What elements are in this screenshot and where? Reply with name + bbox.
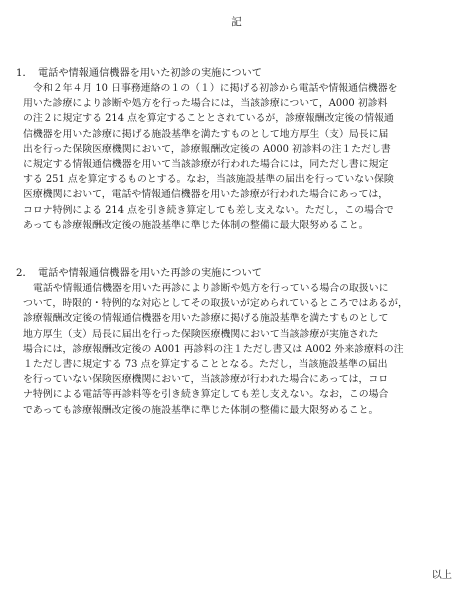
section-1 (16, 66, 460, 233)
body-line: を行っていない保険医療機関において，当該診療が行われた場合にあっては，コロ (23, 374, 389, 386)
section-title (16, 66, 460, 81)
body-line: 用いた診療により診断や処方を行った場合には，当該診療について，A000 初診料 (23, 98, 388, 110)
body-line: 医療機関において，電話や情報通信機器を用いた診療が行われた場合にあっては， (23, 189, 389, 201)
body-line: 電話や情報通信機器を用いた再診により診断や処方を行っている場合の取扱いに (33, 283, 389, 294)
body-line: 出を行った保険医療機関において，診療報酬改定後の A000 初診料の注１ただし書 (23, 143, 391, 155)
body-line: あっても診療報酬改定後の施設基準に準じた体制の整備に最大限努めること。 (23, 219, 369, 231)
body-line: の注２に規定する 214 点を算定することとされているが，診療報酬改定後の情報通 (23, 113, 394, 125)
section-title-text: 電話や情報通信機器を用いた初診の実施について (38, 68, 262, 79)
section-title (16, 266, 460, 281)
section-2 (16, 266, 460, 418)
section-title-text: 電話や情報通信機器を用いた再診の実施について (38, 268, 262, 279)
body-line: する 251 点を算定するものとする。なお，当該施設基準の届出を行っていない保険 (23, 174, 394, 186)
body-line: コロナ特例による 214 点を引き続き算定しても差し支えない。ただし，この場合で (23, 204, 394, 216)
body-line: 信機器を用いた診療に掲げる施設基準を満たすものとして地方厚生（支）局長に届 (23, 128, 389, 140)
body-line: ついて，時限的・特例的な対応としてその取扱いが定められているところではあるが， (23, 298, 408, 310)
document-heading: 記 (231, 16, 243, 28)
closing-text: 以上 (431, 570, 452, 581)
body-line: ナ特例による電話等再診料等を引き続き算定しても差し支えない。なお，この場合 (23, 389, 389, 401)
body-line: に規定する情報通信機器を用いて当該診療が行われた場合には，同ただし書に規定 (23, 159, 389, 171)
body-line: 令和２年４月 10 日事務連絡の１の（１）に掲げる初診から電話や情報通信機器を (33, 83, 398, 94)
section-number: 2． (16, 268, 33, 279)
body-line: であっても診療報酬改定後の施設基準に準じた体制の整備に最大限努めること。 (23, 404, 379, 416)
body-line: １ただし書に規定する 73 点を算定することとなる。ただし，当該施設基準の届出 (23, 359, 388, 371)
body-line: 診療報酬改定後の情報通信機器を用いた診療に掲げる施設基準を満たすものとして (23, 313, 389, 325)
body-line: 地方厚生（支）局長に届出を行った保険医療機関において当該診療が実施された (23, 328, 379, 340)
body-line: 場合には，診療報酬改定後の A001 再診料の注１ただし書又は A002 外来診療料の注 (23, 343, 404, 355)
section-number: 1． (16, 68, 33, 79)
